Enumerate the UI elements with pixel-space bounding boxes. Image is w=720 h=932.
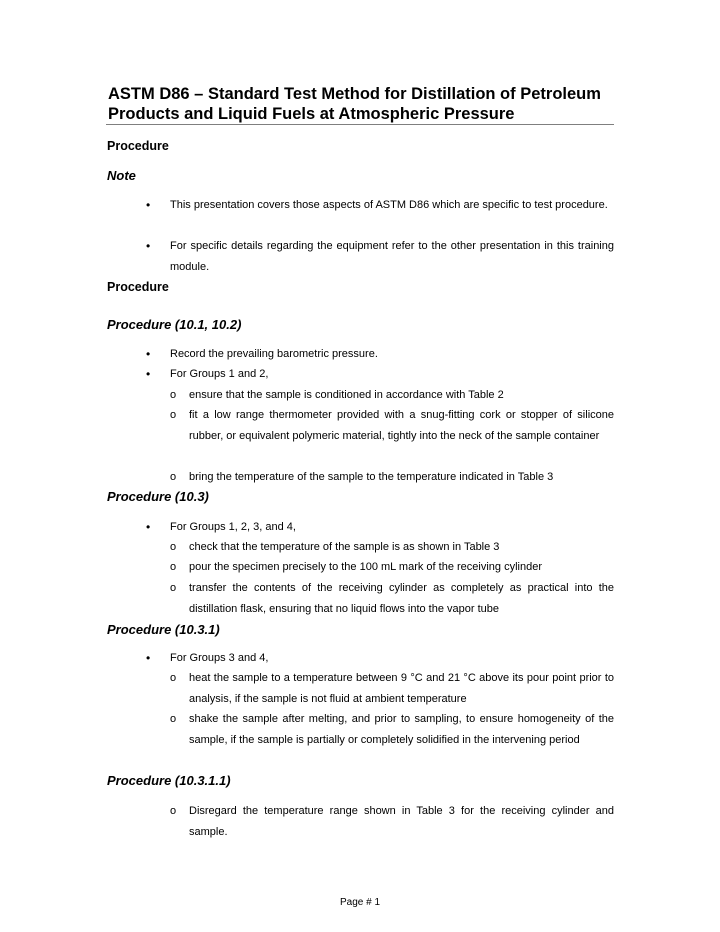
procedure-bullet <box>146 517 614 538</box>
procedure-subitem <box>170 668 614 709</box>
procedure-subitem-text: heat the sample to a temperature between 9 °C and 21 °C above its pour point prior to analysis, if the sample is not fluid at ambient temperature <box>189 672 614 705</box>
bullet-marker: • <box>146 651 151 665</box>
section-heading-procedure-2: Procedure <box>107 280 169 294</box>
sub-bullet-marker: o <box>170 713 177 725</box>
procedure-bullet-text: Record the prevailing barometric pressure. <box>170 348 378 360</box>
section-heading-note: Note <box>107 168 136 183</box>
sub-bullet-marker: o <box>170 389 177 401</box>
procedure-subitem-text: bring the temperature of the sample to the temperature indicated in Table 3 <box>189 471 554 483</box>
section-heading-10-1-10-2: Procedure (10.1, 10.2) <box>107 317 242 332</box>
note-bullet-1 <box>146 195 614 216</box>
sub-bullet-marker: o <box>170 805 177 817</box>
note-bullet-2 <box>146 236 614 277</box>
procedure-bullet-text: For Groups 1, 2, 3, and 4, <box>170 521 296 533</box>
sub-bullet-marker: o <box>170 582 177 594</box>
sub-bullet-marker: o <box>170 541 177 553</box>
procedure-bullet-text: For Groups 3 and 4, <box>170 652 269 664</box>
document-title: ASTM D86 – Standard Test Method for Distillation of Petroleum Products and Liquid Fuels at Atmospheric Pressure <box>108 85 601 123</box>
procedure-subitem-text: shake the sample after melting, and prior to sampling, to ensure homogeneity of the sample, if the sample is partially or completely solidified in the intervening period <box>189 713 614 746</box>
procedure-subitem <box>170 801 614 842</box>
procedure-subitem-text: fit a low range thermometer provided with a snug-fitting cork or stopper of silicone rubber, or equivalent polymeric material, tightly into the neck of the sample container <box>189 409 614 442</box>
procedure-subitem-text: transfer the contents of the receiving cylinder as completely as practical into the distillation flask, ensuring that no liquid flows into the vapor tube <box>189 582 614 615</box>
bullet-marker: • <box>146 198 151 212</box>
procedure-bullet-text: For Groups 1 and 2, <box>170 368 269 380</box>
procedure-subitem-text: check that the temperature of the sample is as shown in Table 3 <box>189 541 500 553</box>
procedure-subitem-text: pour the specimen precisely to the 100 mL mark of the receiving cylinder <box>189 561 542 573</box>
procedure-subitem <box>170 385 614 406</box>
sub-bullet-marker: o <box>170 471 177 483</box>
title-divider <box>106 124 614 125</box>
section-heading-10-3: Procedure (10.3) <box>107 489 209 504</box>
bullet-marker: • <box>146 367 151 381</box>
section-heading-procedure: Procedure <box>107 139 169 153</box>
procedure-subitem-text: Disregard the temperature range shown in Table 3 for the receiving cylinder and sample. <box>189 805 614 838</box>
page-number: Page # 1 <box>339 897 381 908</box>
procedure-subitem <box>170 578 614 619</box>
procedure-subitem <box>170 537 614 558</box>
procedure-bullet <box>146 344 614 365</box>
bullet-marker: • <box>146 239 151 253</box>
procedure-bullet <box>146 648 614 669</box>
sub-bullet-marker: o <box>170 672 177 684</box>
procedure-subitem-text: ensure that the sample is conditioned in accordance with Table 2 <box>189 389 504 401</box>
note-bullet-text: This presentation covers those aspects of ASTM D86 which are specific to test procedure. <box>170 199 608 211</box>
sub-bullet-marker: o <box>170 409 177 421</box>
procedure-subitem <box>170 405 614 446</box>
bullet-marker: • <box>146 347 151 361</box>
bullet-marker: • <box>146 520 151 534</box>
procedure-bullet <box>146 364 614 385</box>
section-heading-10-3-1-1: Procedure (10.3.1.1) <box>107 773 231 788</box>
procedure-subitem <box>170 557 614 578</box>
sub-bullet-marker: o <box>170 561 177 573</box>
section-heading-10-3-1: Procedure (10.3.1) <box>107 622 220 637</box>
procedure-subitem <box>170 467 614 488</box>
procedure-subitem <box>170 709 614 750</box>
note-bullet-text: For specific details regarding the equipment refer to the other presentation in this training module. <box>170 240 614 273</box>
